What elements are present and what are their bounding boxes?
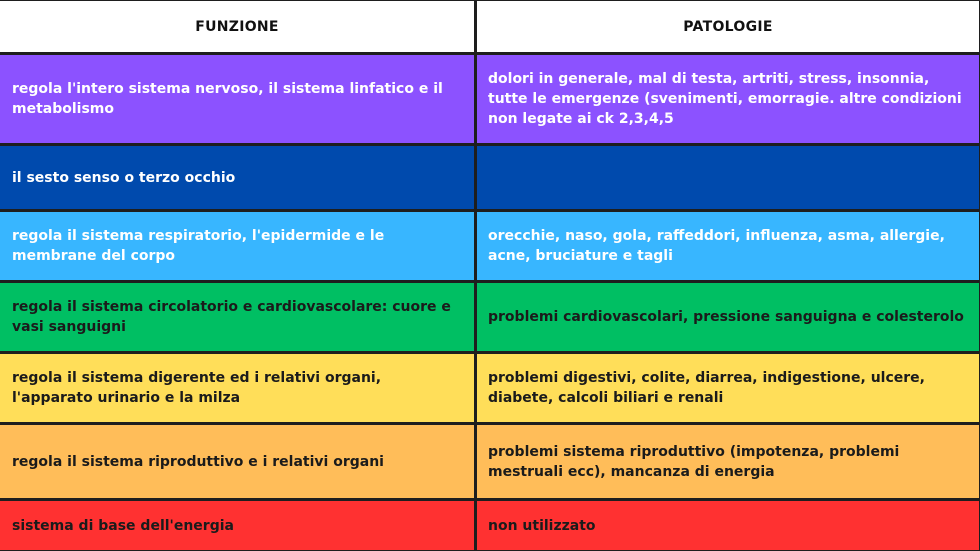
- row-2-patologie: [477, 146, 979, 209]
- header-patologie: PATOLOGIE: [477, 1, 979, 52]
- row-4-patologie: problemi cardiovascolari, pressione sanguigna e colesterolo: [477, 283, 979, 351]
- row-7-patologie: non utilizzato: [477, 501, 979, 550]
- row-1-funzione: regola l'intero sistema nervoso, il sistema linfatico e il metabolismo: [0, 55, 474, 143]
- row-3-patologie: orecchie, naso, gola, raffeddori, influenza, asma, allergie, acne, bruciature e tagli: [477, 212, 979, 280]
- row-7-funzione: sistema di base dell'energia: [0, 501, 474, 550]
- row-6-funzione: regola il sistema riproduttivo e i relativi organi: [0, 425, 474, 498]
- header-funzione: FUNZIONE: [0, 1, 474, 52]
- row-5-funzione: regola il sistema digerente ed i relativi organi, l'apparato urinario e la milza: [0, 354, 474, 422]
- row-2-funzione: il sesto senso o terzo occhio: [0, 146, 474, 209]
- row-5-patologie: problemi digestivi, colite, diarrea, indigestione, ulcere, diabete, calcoli biliari e renali: [477, 354, 979, 422]
- row-6-patologie: problemi sistema riproduttivo (impotenza, problemi mestruali ecc), mancanza di energia: [477, 425, 979, 498]
- row-3-funzione: regola il sistema respiratorio, l'epidermide e le membrane del corpo: [0, 212, 474, 280]
- row-4-funzione: regola il sistema circolatorio e cardiovascolare: cuore e vasi sanguigni: [0, 283, 474, 351]
- row-1-patologie: dolori in generale, mal di testa, artriti, stress, insonnia, tutte le emergenze (svenimenti, emorragie. altre condizioni non legate ai ck 2,3,4,5: [477, 55, 979, 143]
